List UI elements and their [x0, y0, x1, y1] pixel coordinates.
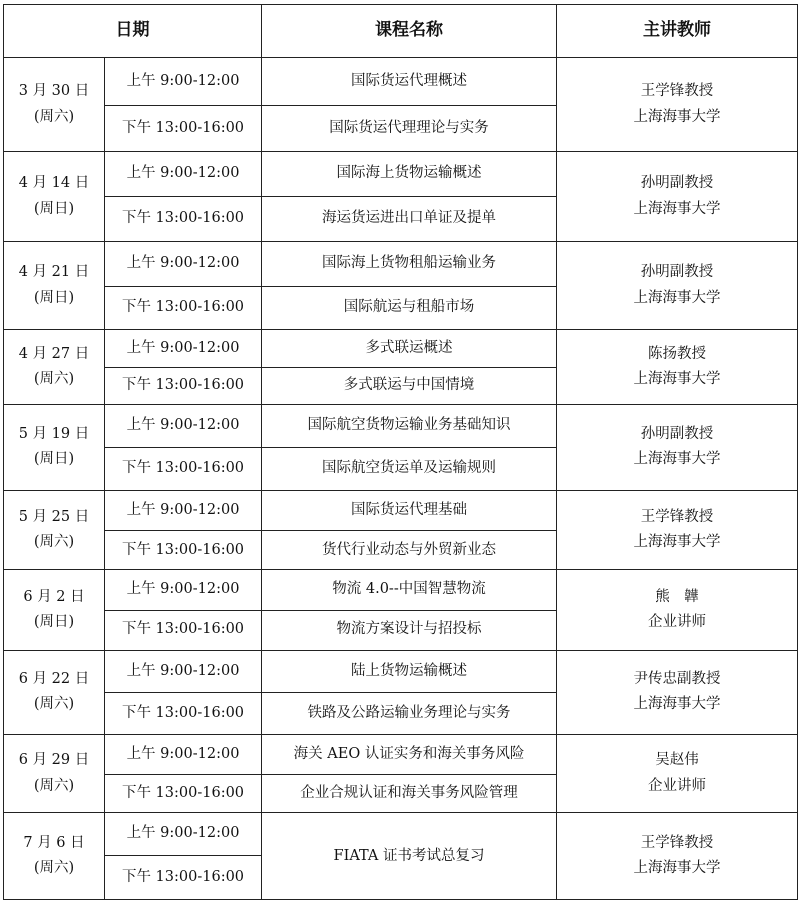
session-date: 7 月 6 日 (周六) [4, 813, 105, 900]
teacher-name: 陈扬教授 上海海事大学 [557, 330, 798, 404]
course-name-am: 国际货运代理基础 [262, 490, 557, 530]
course-name-am: 物流 4.0--中国智慧物流 [262, 570, 557, 610]
session-time-pm: 下午 13:00-16:00 [105, 775, 262, 813]
table-row [4, 490, 798, 530]
session-time-am: 上午 9:00-12:00 [105, 650, 262, 692]
course-name-pm: 物流方案设计与招投标 [262, 610, 557, 650]
session-date: 3 月 30 日 (周六) [4, 58, 105, 152]
header-date: 日期 [4, 5, 262, 58]
teacher-name: 孙明副教授 上海海事大学 [557, 241, 798, 329]
session-time-pm: 下午 13:00-16:00 [105, 692, 262, 734]
session-time-am: 上午 9:00-12:00 [105, 330, 262, 368]
table-row [4, 735, 798, 775]
course-name-pm: 铁路及公路运输业务理论与实务 [262, 692, 557, 734]
course-name-am: 国际航空货物运输业务基础知识 [262, 404, 557, 447]
course-name-pm: 企业合规认证和海关事务风险管理 [262, 775, 557, 813]
table-row [4, 570, 798, 610]
session-time-pm: 下午 13:00-16:00 [105, 368, 262, 404]
table-row [4, 404, 798, 447]
course-name-am: 国际海上货物运输概述 [262, 152, 557, 196]
session-date: 5 月 19 日 (周日) [4, 404, 105, 490]
course-name-am: 陆上货物运输概述 [262, 650, 557, 692]
teacher-name: 王学锋教授 上海海事大学 [557, 813, 798, 900]
course-name-pm: 国际航运与租船市场 [262, 287, 557, 330]
session-time-am: 上午 9:00-12:00 [105, 58, 262, 106]
session-time-am: 上午 9:00-12:00 [105, 490, 262, 530]
course-name-pm: 国际航空货运单及运输规则 [262, 447, 557, 490]
header-row [4, 5, 798, 58]
session-time-pm: 下午 13:00-16:00 [105, 447, 262, 490]
table-row [4, 241, 798, 286]
course-name-am: 海关 AEO 认证实务和海关事务风险 [262, 735, 557, 775]
session-time-am: 上午 9:00-12:00 [105, 152, 262, 196]
header-course: 课程名称 [262, 5, 557, 58]
teacher-name: 孙明副教授 上海海事大学 [557, 404, 798, 490]
session-time-pm: 下午 13:00-16:00 [105, 287, 262, 330]
session-time-pm: 下午 13:00-16:00 [105, 196, 262, 241]
session-time-am: 上午 9:00-12:00 [105, 735, 262, 775]
session-date: 4 月 27 日 (周六) [4, 330, 105, 404]
table-row [4, 152, 798, 196]
teacher-name: 熊 韡 企业讲师 [557, 570, 798, 650]
session-time-am: 上午 9:00-12:00 [105, 404, 262, 447]
session-date: 5 月 25 日 (周六) [4, 490, 105, 569]
table-row [4, 58, 798, 106]
session-time-pm: 下午 13:00-16:00 [105, 610, 262, 650]
session-time-pm: 下午 13:00-16:00 [105, 106, 262, 152]
teacher-name: 尹传忠副教授 上海海事大学 [557, 650, 798, 734]
session-time-am: 上午 9:00-12:00 [105, 570, 262, 610]
course-name-pm: 货代行业动态与外贸新业态 [262, 531, 557, 570]
session-time-pm: 下午 13:00-16:00 [105, 855, 262, 899]
session-date: 4 月 14 日 (周日) [4, 152, 105, 241]
table-row [4, 813, 798, 855]
session-date: 6 月 29 日 (周六) [4, 735, 105, 813]
teacher-name: 吴赵伟 企业讲师 [557, 735, 798, 813]
header-teacher: 主讲教师 [557, 5, 798, 58]
session-date: 6 月 2 日 (周日) [4, 570, 105, 650]
course-name-am: 国际货运代理概述 [262, 58, 557, 106]
session-time-am: 上午 9:00-12:00 [105, 813, 262, 855]
session-time-am: 上午 9:00-12:00 [105, 241, 262, 286]
session-time-pm: 下午 13:00-16:00 [105, 531, 262, 570]
course-name-pm: 国际货运代理理论与实务 [262, 106, 557, 152]
teacher-name: 孙明副教授 上海海事大学 [557, 152, 798, 241]
schedule-table [3, 4, 798, 900]
teacher-name: 王学锋教授 上海海事大学 [557, 58, 798, 152]
session-date: 6 月 22 日 (周六) [4, 650, 105, 734]
teacher-name: 王学锋教授 上海海事大学 [557, 490, 798, 569]
course-name-review: FIATA 证书考试总复习 [262, 813, 557, 900]
course-name-pm: 多式联运与中国情境 [262, 368, 557, 404]
course-name-pm: 海运货运进出口单证及提单 [262, 196, 557, 241]
table-row [4, 650, 798, 692]
course-name-am: 国际海上货物租船运输业务 [262, 241, 557, 286]
course-name-am: 多式联运概述 [262, 330, 557, 368]
session-date: 4 月 21 日 (周日) [4, 241, 105, 329]
table-row [4, 330, 798, 368]
